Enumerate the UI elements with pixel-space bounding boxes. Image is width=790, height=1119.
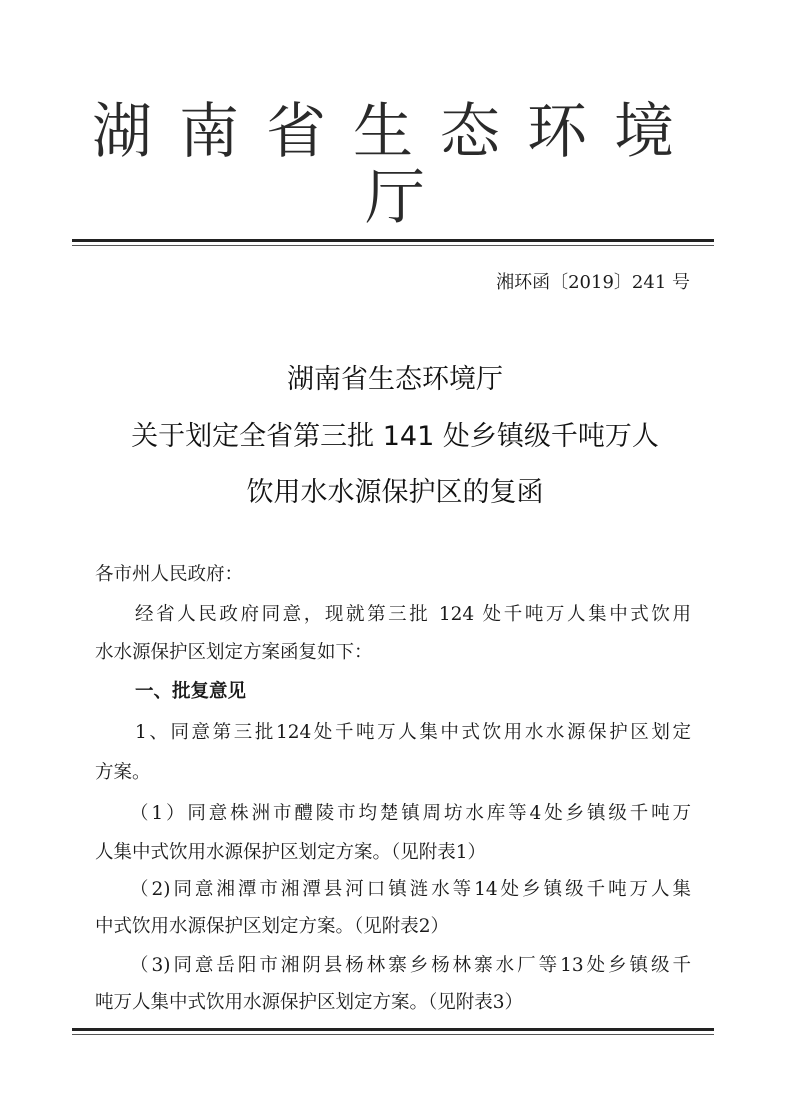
header-divider-thin <box>72 245 714 246</box>
section-heading: 一、批复意见 <box>135 681 247 702</box>
paragraph-line: 吨万人集中式饮用水源保护区划定方案。（见附表3） <box>95 992 524 1013</box>
header-divider-thick <box>72 239 714 242</box>
paragraph-line: 方案。 <box>95 762 151 783</box>
footer-divider-thin <box>72 1034 714 1035</box>
document-title-line3: 饮用水水源保护区的复函 <box>246 477 544 508</box>
document-number: 湘环函〔2019〕241 号 <box>496 272 690 293</box>
org-name-header: 湖南省生态环境 <box>92 97 674 167</box>
org-name-header-line2: 厅 <box>365 163 425 233</box>
paragraph-line: （1）同意株洲市醴陵市均楚镇周坊水库等4处乡镇级千吨万 <box>130 803 691 824</box>
document-title-line1: 湖南省生态环境厅 <box>287 364 503 395</box>
salutation: 各市州人民政府： <box>95 564 244 585</box>
document-title-line2: 关于划定全省第三批 141 处乡镇级千吨万人 <box>131 421 659 452</box>
paragraph-line: （3)同意岳阳市湘阴县杨林寨乡杨林寨水厂等13处乡镇级千 <box>130 955 691 976</box>
paragraph-line: 水水源保护区划定方案函复如下： <box>95 642 373 663</box>
paragraph-line: 中式饮用水源保护区划定方案。（见附表2） <box>95 916 450 937</box>
footer-divider-thick <box>72 1028 714 1031</box>
paragraph-line: 经省人民政府同意，现就第三批 124 处千吨万人集中式饮用 <box>135 604 691 625</box>
paragraph-line: （2)同意湘潭市湘潭县河口镇涟水等14处乡镇级千吨万人集 <box>130 879 691 900</box>
paragraph-line: 人集中式饮用水源保护区划定方案。（见附表1） <box>95 842 487 863</box>
paragraph-line: 1、同意第三批124处千吨万人集中式饮用水水源保护区划定 <box>135 722 691 743</box>
